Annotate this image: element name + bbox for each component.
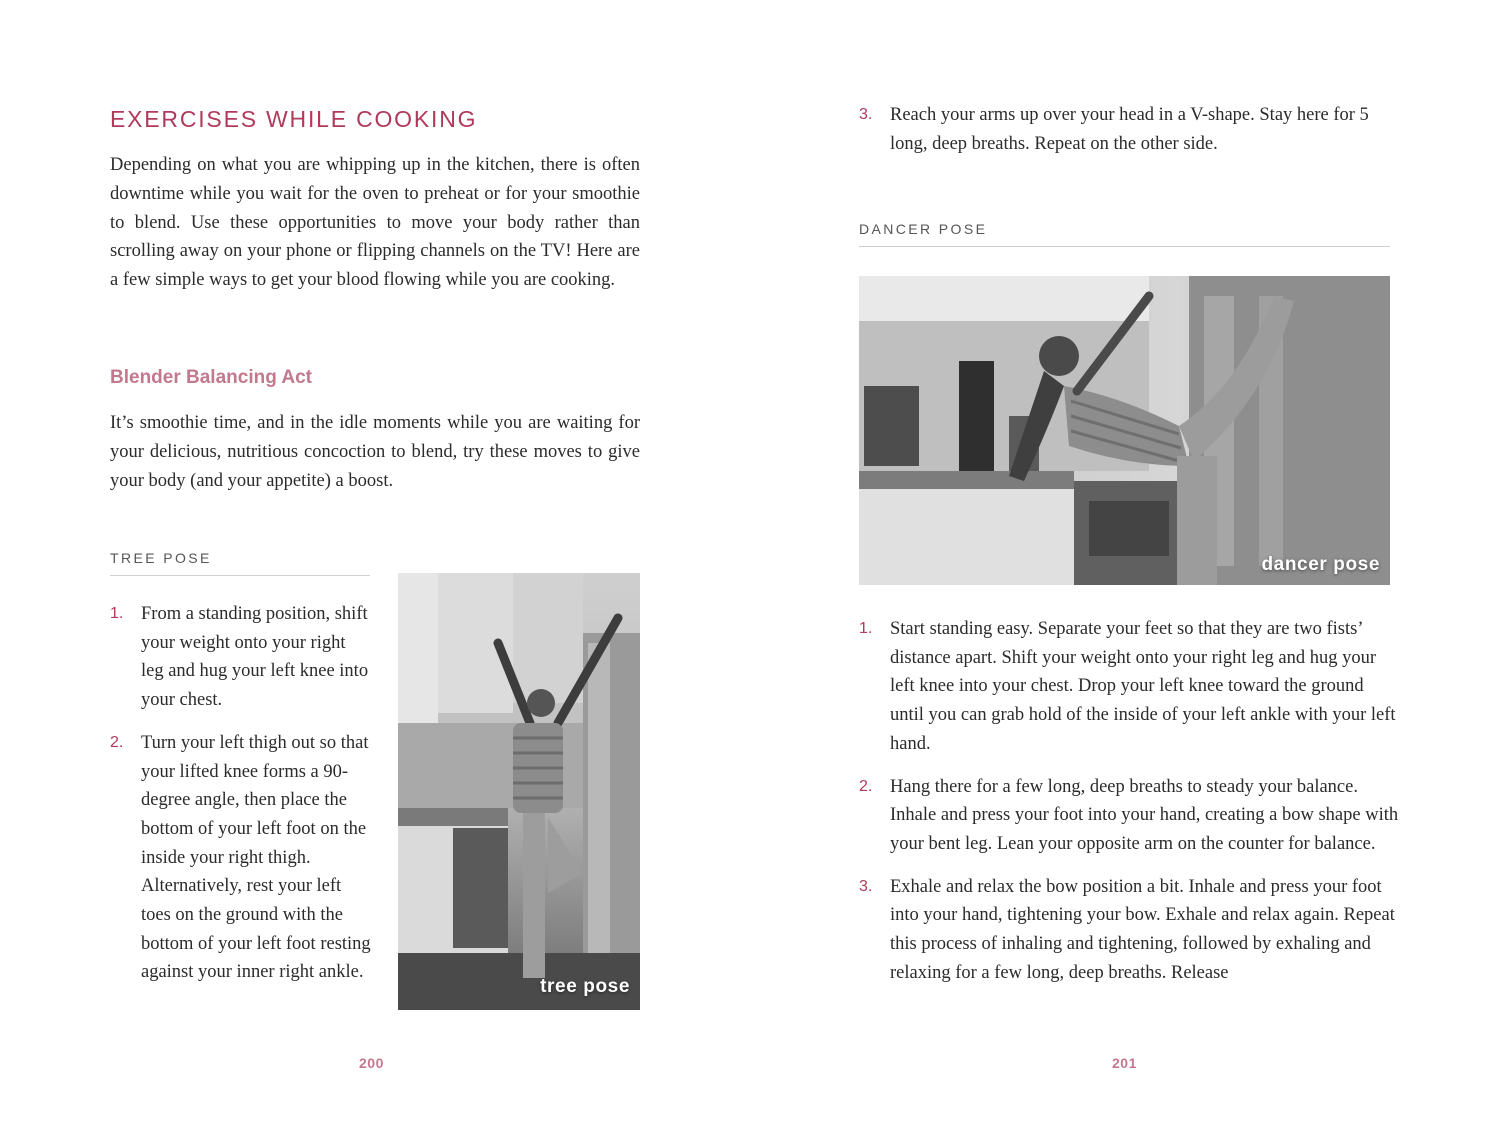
dancer-pose-label: DANCER POSE	[859, 221, 1390, 247]
step-number: 1.	[110, 605, 124, 622]
dancer-pose-caption: dancer pose	[1261, 554, 1380, 575]
step-text: Exhale and relax the bow position a bit. Inhale and press your foot into your hand, tightening your bow. Exhale and relax again. Repeat this process of inhaling and tightening, followed by exhaling and relaxing for a few long, deep breaths. Release	[890, 876, 1395, 983]
section-title: EXERCISES WHILE COOKING	[110, 106, 478, 132]
page-number-left: 200	[359, 1055, 384, 1071]
step-number: 2.	[110, 733, 124, 751]
dancer-pose-illustration	[859, 276, 1390, 585]
subheading-paragraph: It’s smoothie time, and in the idle moments while you are waiting for your delicious, nutritious concoction to blend, try these moves to give your body (and your appetite) a boost.	[110, 413, 640, 491]
step-number: 3.	[859, 106, 873, 123]
dancer-pose-steps	[859, 615, 1399, 1001]
step-text: Hang there for a few long, deep breaths to steady your balance. Inhale and press your foot into your hand, creating a bow shape with your bent leg. Lean your opposite arm on the counter for balance.	[890, 776, 1399, 854]
list-item	[859, 101, 1399, 158]
step-text: Start standing easy. Separate your feet so that they are two fists’ distance apart. Shift your weight onto your right leg and hug your left knee into your chest. Drop your left knee toward the ground until you can grab hold of the inside of your left ankle with your left hand.	[890, 619, 1396, 754]
right-page	[750, 0, 1500, 1125]
tree-pose-illustration	[398, 573, 640, 1010]
step-text: From a standing position, shift your weight onto your right leg and hug your left knee into your chest.	[141, 604, 369, 711]
step-text: Turn your left thigh out so that your lifted knee forms a 90-degree angle, then place the bottom of your left foot on the inside your right thigh. Alternatively, rest your left toes on the ground with the bottom of your left foot resting against your inner right ankle.	[141, 732, 371, 983]
list-item	[110, 600, 372, 715]
step-number: 3.	[859, 877, 873, 895]
step-number: 2.	[859, 777, 873, 795]
subheading: Blender Balancing Act	[110, 367, 313, 388]
tree-pose-photo	[398, 573, 640, 1010]
list-item	[859, 773, 1399, 859]
list-item	[859, 615, 1399, 759]
list-item	[110, 729, 372, 987]
step-number: 1.	[859, 620, 873, 637]
intro-paragraph: Depending on what you are whipping up in the kitchen, there is often downtime while you wait for the oven to preheat or for your smoothie to blend. Use these opportunities to move your body rather than scrolling away on your phone or flipping channels on the TV! Here are a few simple ways to get your blood flowing while you are cooking.	[110, 155, 640, 291]
tree-pose-label: TREE POSE	[110, 550, 370, 576]
tree-pose-caption: tree pose	[540, 976, 630, 997]
tree-pose-continued-steps	[859, 101, 1399, 158]
dancer-pose-photo	[859, 276, 1390, 585]
list-item	[859, 873, 1399, 988]
page-number-right: 201	[1112, 1055, 1137, 1071]
tree-pose-steps	[110, 600, 372, 1001]
step-text: Reach your arms up over your head in a V-shape. Stay here for 5 long, deep breaths. Repeat on the other side.	[890, 105, 1369, 154]
